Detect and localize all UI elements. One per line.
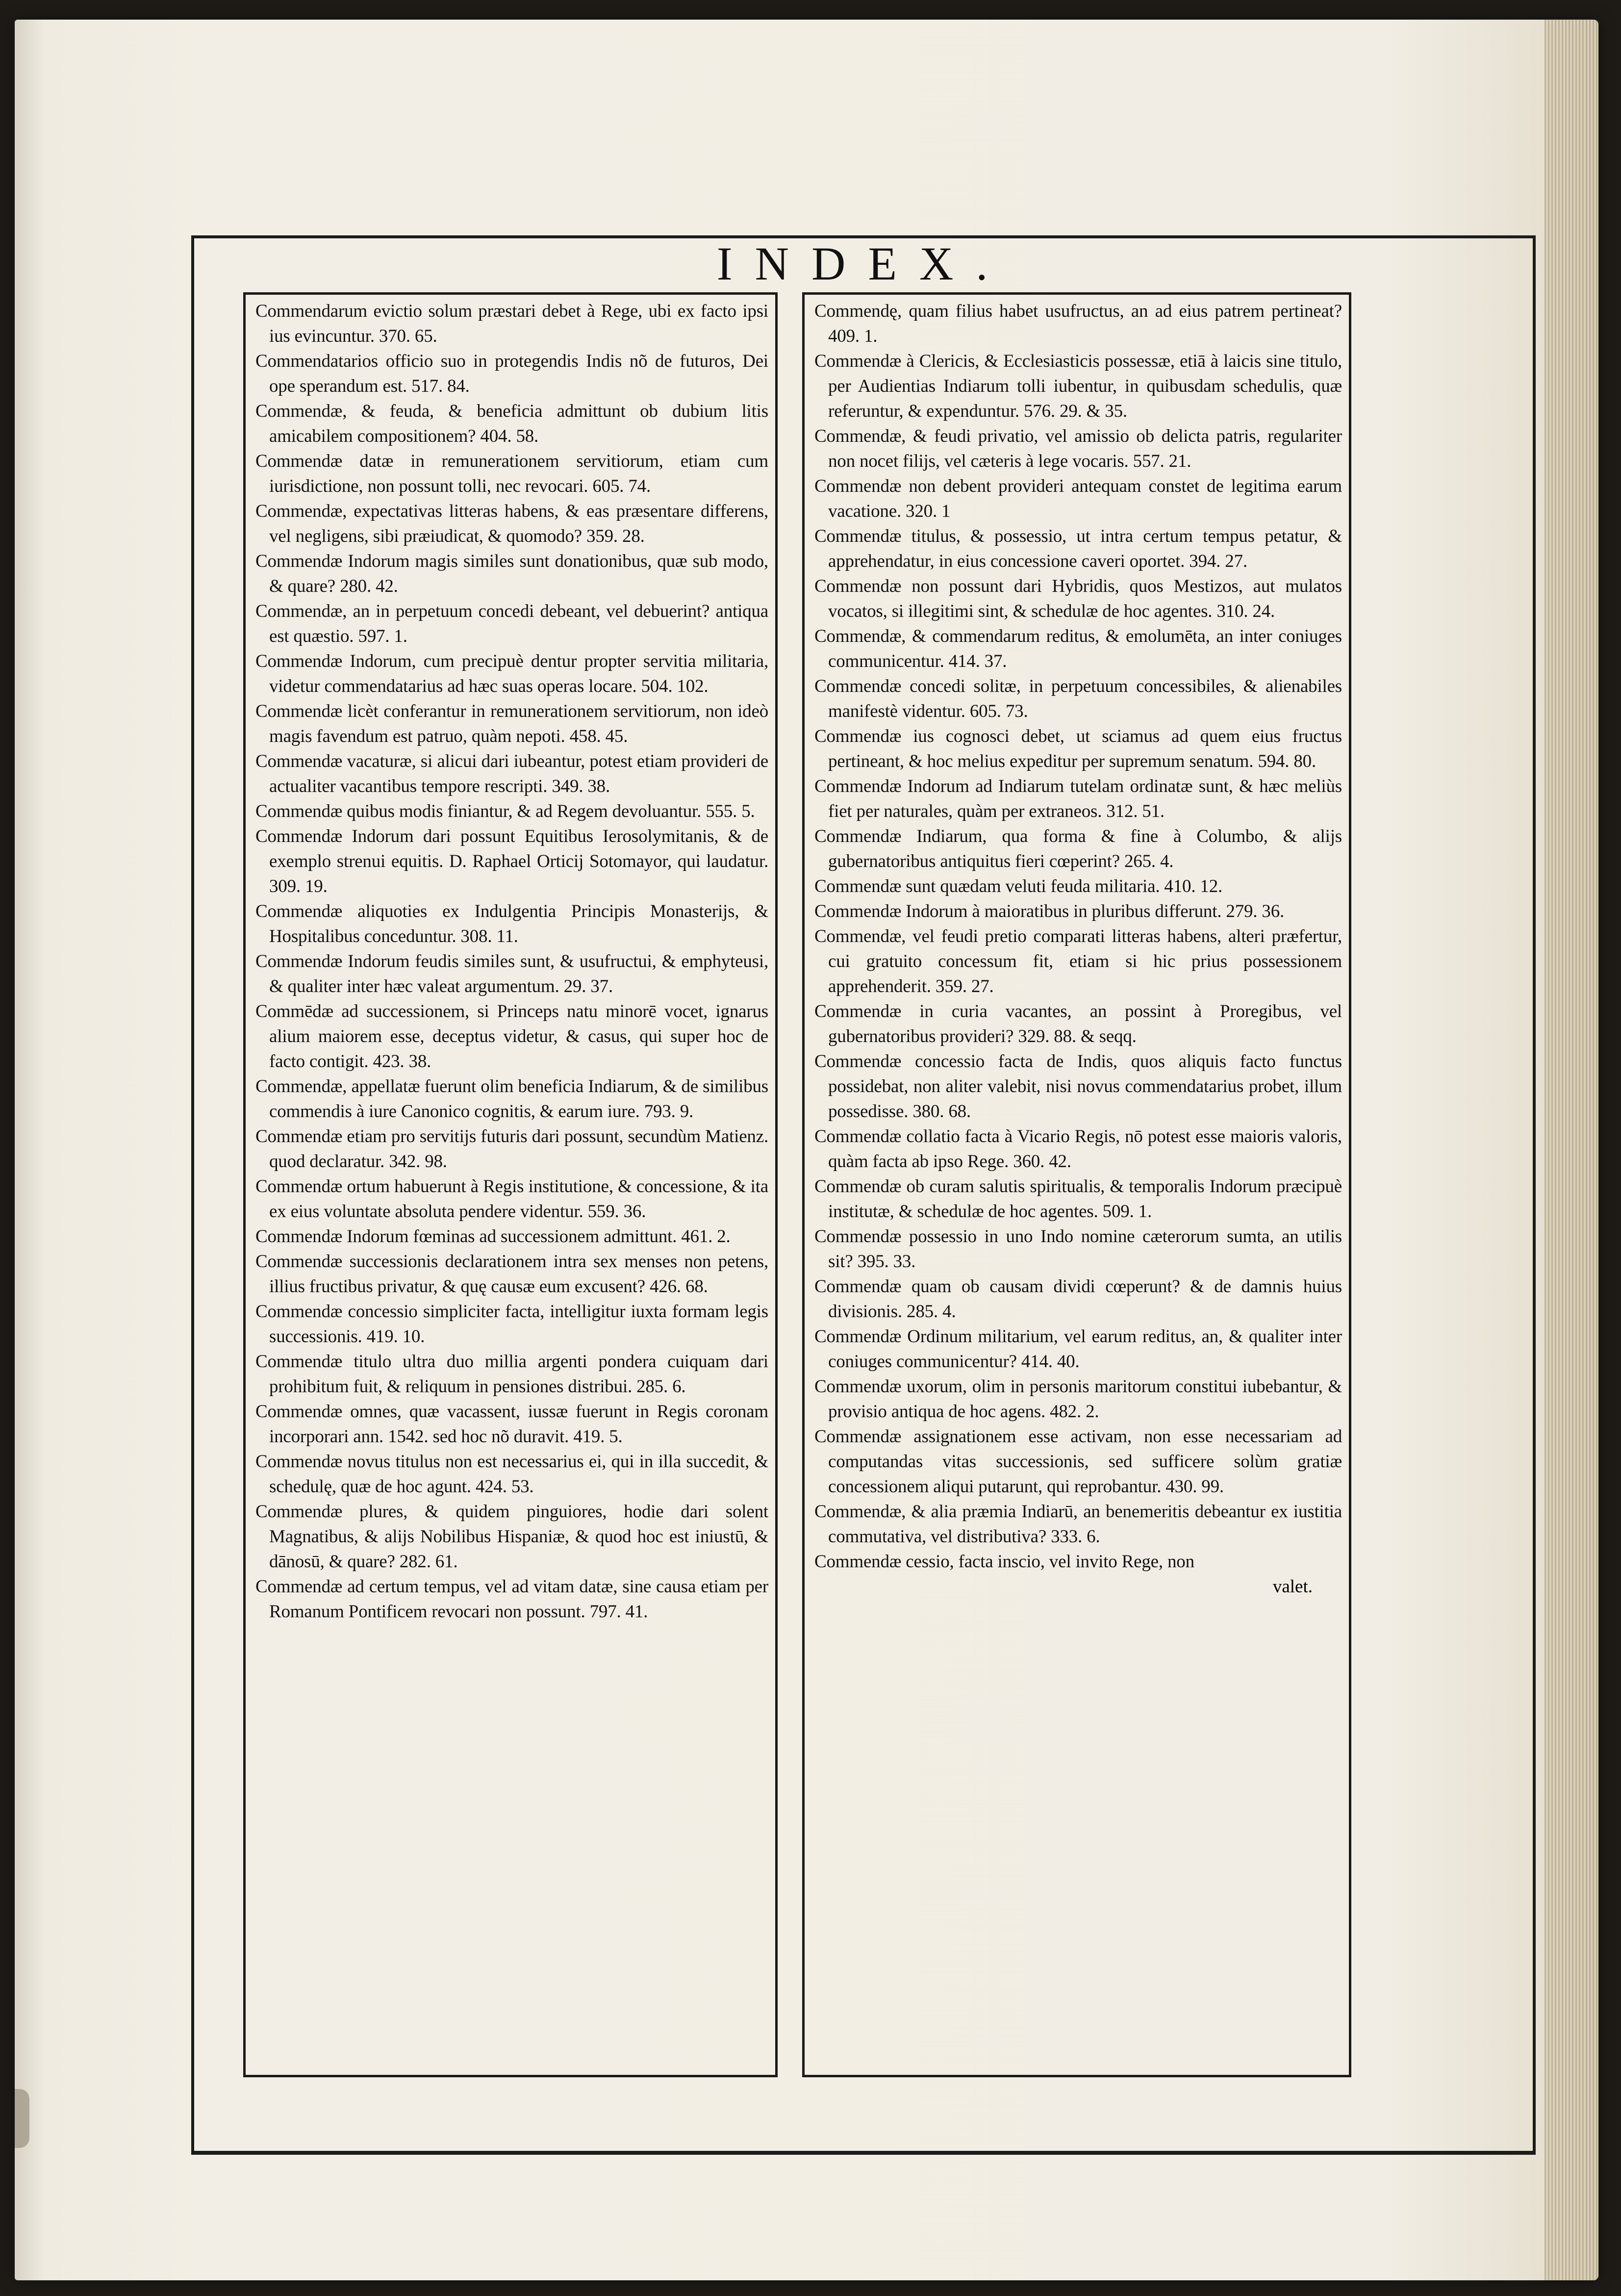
index-entry: Commendæ successionis declarationem intra sex menses non petens, illius fructibus privatur, & quę causæ eum excusent? 426. 68.	[255, 1251, 768, 1297]
index-entry: Commendæ novus titulus non est necessarius ei, qui in illa succedit, & schedulę, quæ de hoc agunt. 424. 53.	[255, 1452, 768, 1497]
index-entry: Commendæ Indorum feudis similes sunt, & usufructui, & emphyteusi, & qualiter inter hæc valeat argumentum. 29. 37.	[255, 951, 768, 996]
index-entry: Commendæ Ordinum militarium, vel earum reditus, an, & qualiter inter coniuges communicentur? 414. 40.	[814, 1327, 1342, 1372]
index-entry: Commendæ, & alia præmia Indiarū, an benemeritis debeantur ex iustitia commutativa, vel distributiva? 333. 6.	[814, 1502, 1342, 1547]
index-entry: Commendæ titulus, & possessio, ut intra certum tempus petatur, & apprehendatur, in eius concessione caveri oportet. 394. 27.	[814, 526, 1342, 571]
catchword: valet.	[1272, 1577, 1313, 1597]
index-entry: Commendæ vacaturæ, si alicui dari iubeantur, potest etiam provideri de actualiter vacantibus tempore rescripti. 349. 38.	[255, 751, 768, 796]
index-entry: Commendæ, vel feudi pretio comparati litteras habens, alteri præfertur, cui gratuito concessum fit, etiam si hic prius possessionem apprehenderit. 359. 27.	[814, 926, 1342, 996]
index-entry: Commendæ licèt conferantur in remunerationem servitiorum, non ideò magis favendum est patruo, quàm nepoti. 458. 45.	[255, 701, 768, 746]
index-entry: Commendæ ob curam salutis spiritualis, & temporalis Indorum præcipuè institutæ, & schedulæ de hoc agentes. 509. 1.	[814, 1176, 1342, 1222]
index-entry: Commendæ ad certum tempus, vel ad vitam datæ, sine causa etiam per Romanum Pontificem revocari non possunt. 797. 41.	[255, 1577, 768, 1622]
index-entry: Commendæ Indorum à maioratibus in pluribus differunt. 279. 36.	[814, 901, 1285, 921]
index-entry: Commendæ, & commendarum reditus, & emolumēta, an inter coniuges communicentur. 414. 37.	[814, 626, 1342, 671]
left-column	[243, 292, 778, 2077]
index-entry: Commendæ aliquoties ex Indulgentia Principis Monasterijs, & Hospitalibus conceduntur. 308. 11.	[255, 901, 768, 946]
index-frame	[191, 235, 1536, 2155]
index-entry: Commendæ, an in perpetuum concedi debeant, vel debuerint? antiqua est quæstio. 597. 1.	[255, 601, 768, 646]
index-entry: Commendæ concessio facta de Indis, quos aliquis facto functus possidebat, non aliter valebit, nisi novus commendatarius probet, illum possedisse. 380. 68.	[814, 1051, 1342, 1122]
index-entry: Commendæ Indorum, cum precipuè dentur propter servitia militaria, videtur commendatarius ad hæc suas operas locare. 504. 102.	[255, 651, 768, 696]
index-entry: Commendę, quam filius habet usufructus, an ad eius patrem pertineat? 409. 1.	[814, 301, 1342, 346]
book-page	[15, 20, 1598, 2280]
index-entry: Commendæ cessio, facta inscio, vel invito Rege, non	[814, 1552, 1194, 1572]
index-entry: Commendæ ius cognosci debet, ut sciamus ad quem eius fructus pertineant, & hoc melius expeditur per supremum senatum. 594. 80.	[814, 726, 1342, 771]
index-entry: Commendæ ortum habuerunt à Regis institutione, & concessione, & ita ex eius voluntate absoluta pendere videntur. 559. 36.	[255, 1176, 768, 1222]
index-entry: Commendæ à Clericis, & Ecclesiasticis possessæ, etiā à laicis sine titulo, per Audientias Indiarum tolli iubentur, in quibusdam schedulis, quæ referuntur, & expenduntur. 576. 29. & 35.	[814, 351, 1342, 421]
index-entry: Commendæ plures, & quidem pinguiores, hodie dari solent Magnatibus, & alijs Nobilibus Hispaniæ, & quod hoc est iniustū, & dānosū, & quare? 282. 61.	[255, 1502, 768, 1572]
index-entry: Commendæ datæ in remunerationem servitiorum, etiam cum iurisdictione, non possunt tolli, nec revocari. 605. 74.	[255, 451, 768, 496]
index-entry: Commendæ omnes, quæ vacassent, iussæ fuerunt in Regis coronam incorporari ann. 1542. sed hoc nõ duravit. 419. 5.	[255, 1402, 768, 1447]
index-entry: Commendæ sunt quædam veluti feuda militaria. 410. 12.	[814, 876, 1223, 896]
index-entry: Commendæ possessio in uno Indo nomine cæterorum sumta, an utilis sit? 395. 33.	[814, 1226, 1342, 1272]
index-entry: Commendæ quibus modis finiantur, & ad Regem devoluantur. 555. 5.	[255, 801, 755, 821]
index-entry: Commendæ concessio simpliciter facta, intelligitur iuxta formam legis successionis. 419. 10.	[255, 1301, 768, 1347]
right-column	[802, 292, 1351, 2077]
index-entry: Commendæ non debent provideri antequam constet de legitima earum vacatione. 320. 1	[814, 476, 1342, 521]
index-entry: Commendæ titulo ultra duo millia argenti pondera cuiquam dari prohibitum fuit, & reliquum in pensiones distribui. 285. 6.	[255, 1352, 768, 1397]
index-entry: Commendæ concedi solitæ, in perpetuum concessibiles, & alienabiles manifestè videntur. 605. 73.	[814, 676, 1342, 721]
index-entry: Commēdæ ad successionem, si Princeps natu minorē vocet, ignarus alium maiorem esse, deceptus videtur, & casus, qui super hoc de facto contigit. 423. 38.	[255, 1001, 768, 1071]
index-entry: Commendæ Indiarum, qua forma & fine à Columbo, & alijs gubernatoribus antiquitus fieri cœperint? 265. 4.	[814, 826, 1342, 871]
index-entry: Commendatarios officio suo in protegendis Indis nõ de futuros, Dei ope sperandum est. 517. 84.	[255, 351, 768, 396]
binding-shadow	[15, 2089, 29, 2148]
index-entry: Commendæ uxorum, olim in personis maritorum constitui iubebantur, & provisio antiqua de hoc agens. 482. 2.	[814, 1377, 1342, 1422]
index-entry: Commendæ quam ob causam dividi cœperunt? & de damnis huius divisionis. 285. 4.	[814, 1276, 1342, 1322]
index-entry: Commendæ Indorum fœminas ad successionem admittunt. 461. 2.	[255, 1226, 731, 1247]
index-entry: Commendæ Indorum ad Indiarum tutelam ordinatæ sunt, & hæc meliùs fiet per naturales, quàm per extraneos. 312. 51.	[814, 776, 1342, 821]
page-edge	[1545, 20, 1598, 2280]
index-entry: Commendæ in curia vacantes, an possint à Proregibus, vel gubernatoribus provideri? 329. 88. & seqq.	[814, 1001, 1342, 1046]
index-entry: Commendæ, expectativas litteras habens, & eas præsentare differens, vel negligens, sibi præiudicat, & quomodo? 359. 28.	[255, 501, 768, 546]
index-entry: Commendæ Indorum magis similes sunt donationibus, quæ sub modo, & quare? 280. 42.	[255, 551, 768, 596]
index-entry: Commendæ collatio facta à Vicario Regis, nō potest esse maioris valoris, quàm facta ab ipso Rege. 360. 42.	[814, 1126, 1342, 1172]
index-entry: Commendæ, & feuda, & beneficia admittunt ob dubium litis amicabilem compositionem? 404. 58.	[255, 401, 768, 446]
index-entry: Commendæ, & feudi privatio, vel amissio ob delicta patris, regulariter non nocet filijs, vel cæteris à lege vocaris. 557. 21.	[814, 426, 1342, 471]
index-entry: Commendæ, appellatæ fuerunt olim beneficia Indiarum, & de similibus commendis à iure Canonico cognitis, & earum iure. 793. 9.	[255, 1076, 768, 1122]
index-entry: Commendæ etiam pro servitijs futuris dari possunt, secundùm Matienz. quod declaratur. 342. 98.	[255, 1126, 768, 1172]
index-entry: Commendarum evictio solum præstari debet à Rege, ubi ex facto ipsi ius evincuntur. 370. 65.	[255, 301, 768, 346]
index-entry: Commendæ Indorum dari possunt Equitibus Ierosolymitanis, & de exemplo strenui equitis. D. Raphael Orticij Sotomayor, qui laudatur. 309. 19.	[255, 826, 768, 896]
index-entry: Commendæ non possunt dari Hybridis, quos Mestizos, aut mulatos vocatos, si illegitimi sint, & schedulæ de hoc agentes. 310. 24.	[814, 576, 1342, 621]
index-entry: Commendæ assignationem esse activam, non esse necessariam ad computandas vitas successionis, sed sufficere solùm gratiæ concessionem aliqui putarunt, qui reprobantur. 430. 99.	[814, 1427, 1342, 1497]
page-header: INDEX.	[716, 237, 1011, 290]
